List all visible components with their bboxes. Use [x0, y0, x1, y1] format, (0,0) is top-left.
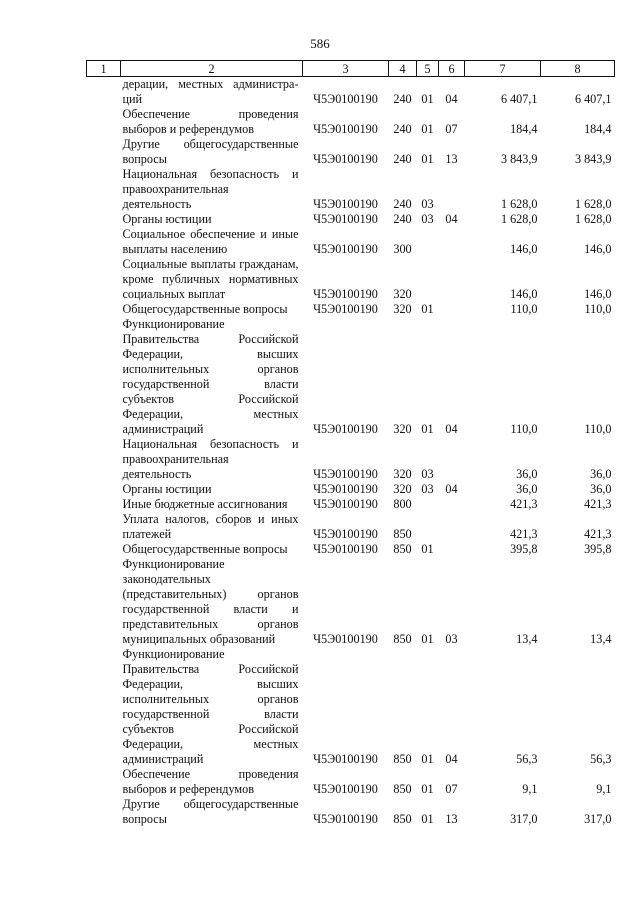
amount-year2-cell: 3 843,9 [574, 152, 612, 166]
subsection-cell [439, 497, 465, 512]
amount-year2-cell: 1 628,0 [574, 197, 612, 211]
row-number-cell [87, 107, 121, 137]
table-row [87, 167, 615, 212]
amount-year1-cell: 13,4 [516, 632, 538, 646]
expense-type-cell: 240 [393, 122, 412, 136]
amount-year2-cell: 110,0 [584, 422, 612, 436]
subsection-cell: 07 [445, 122, 458, 136]
amount-year2-cell: 36,0 [590, 467, 612, 481]
expense-name-cell: дерации, местных администра-ций [122, 77, 299, 106]
subsection-cell: 04 [445, 212, 458, 226]
column-header: 7 [465, 61, 541, 77]
expense-type-cell: 300 [393, 242, 412, 256]
expense-name-cell: Социальное обеспечение и иные выплаты населению [122, 227, 299, 256]
subsection-cell: 13 [445, 152, 458, 166]
expense-name-cell: Другие общегосударственные вопросы [122, 137, 299, 166]
amount-year1-cell: 110,0 [510, 302, 538, 316]
section-cell: 03 [421, 212, 434, 226]
table-row [87, 227, 615, 257]
expense-name-cell: Иные бюджетные ассигнования [122, 497, 288, 511]
amount-year2-cell: 6 407,1 [574, 92, 612, 106]
row-number-cell [87, 797, 121, 827]
amount-year2-cell: 13,4 [590, 632, 612, 646]
expense-name-cell: Другие общегосударственные вопросы [122, 797, 299, 826]
row-number-cell [87, 302, 121, 317]
section-cell: 01 [421, 422, 434, 436]
expense-type-cell: 850 [393, 632, 412, 646]
section-cell [417, 257, 439, 302]
amount-year1-cell: 9,1 [522, 782, 538, 796]
target-article-cell: Ч5Э0100190 [313, 92, 378, 106]
column-header: 3 [303, 61, 389, 77]
section-cell: 03 [421, 197, 434, 211]
section-cell [417, 512, 439, 542]
row-number-cell [87, 512, 121, 542]
table-row [87, 497, 615, 512]
row-number-cell [87, 257, 121, 302]
amount-year1-cell: 421,3 [510, 527, 538, 541]
section-cell: 01 [421, 152, 434, 166]
amount-year1-cell: 184,4 [510, 122, 538, 136]
amount-year1-cell: 421,3 [510, 497, 538, 511]
target-article-cell: Ч5Э0100190 [313, 467, 378, 481]
section-cell: 01 [421, 632, 434, 646]
subsection-cell [439, 167, 465, 212]
target-article-cell: Ч5Э0100190 [313, 242, 378, 256]
subsection-cell: 04 [445, 752, 458, 766]
amount-year1-cell: 56,3 [516, 752, 538, 766]
column-header: 4 [389, 61, 417, 77]
table-row [87, 137, 615, 167]
subsection-cell [439, 227, 465, 257]
amount-year2-cell: 421,3 [584, 527, 612, 541]
section-cell: 03 [421, 482, 434, 496]
amount-year1-cell: 146,0 [510, 242, 538, 256]
subsection-cell [439, 257, 465, 302]
subsection-cell [439, 302, 465, 317]
expense-name-cell: Национальная безопасность и правоохранительная деятельность [122, 167, 299, 211]
amount-year1-cell: 3 843,9 [500, 152, 538, 166]
table-row [87, 482, 615, 497]
table-row [87, 557, 615, 647]
page-number: 586 [310, 36, 330, 51]
subsection-cell: 07 [445, 782, 458, 796]
expense-name-cell: Органы юстиции [122, 482, 212, 496]
row-number-cell [87, 137, 121, 167]
expense-name-cell: Обеспечение проведения выборов и референдумов [122, 767, 299, 796]
expense-type-cell: 850 [393, 782, 412, 796]
expense-type-cell: 850 [393, 812, 412, 826]
target-article-cell: Ч5Э0100190 [313, 782, 378, 796]
row-number-cell [87, 497, 121, 512]
table-row [87, 302, 615, 317]
target-article-cell: Ч5Э0100190 [313, 197, 378, 211]
expense-type-cell: 240 [393, 197, 412, 211]
expense-name-cell: Общегосударственные вопросы [122, 302, 288, 316]
budget-table [86, 60, 615, 827]
target-article-cell: Ч5Э0100190 [313, 302, 378, 316]
expense-type-cell: 850 [393, 527, 412, 541]
expense-name-cell: Функционирование законодательных (представительных) органов государственной власти и представительных органов муниципальных образований [122, 557, 299, 646]
section-cell: 01 [421, 752, 434, 766]
expense-name-cell: Общегосударственные вопросы [122, 542, 288, 556]
section-cell: 01 [421, 812, 434, 826]
expense-type-cell: 800 [393, 497, 412, 511]
section-cell [417, 497, 439, 512]
target-article-cell: Ч5Э0100190 [313, 542, 378, 556]
amount-year2-cell: 1 628,0 [574, 212, 612, 226]
row-number-cell [87, 437, 121, 482]
target-article-cell: Ч5Э0100190 [313, 752, 378, 766]
amount-year1-cell: 395,8 [510, 542, 538, 556]
amount-year1-cell: 1 628,0 [500, 212, 538, 226]
expense-name-cell: Национальная безопасность и правоохранительная деятельность [122, 437, 299, 481]
target-article-cell: Ч5Э0100190 [313, 497, 378, 511]
section-cell: 03 [421, 467, 434, 481]
expense-name-cell: Функционирование Правительства Российской Федерации, высших исполнительных органов государственной власти субъектов Российской Федерации, местных администраций [122, 647, 299, 766]
row-number-cell [87, 227, 121, 257]
expense-type-cell: 850 [393, 542, 412, 556]
expense-type-cell: 240 [393, 92, 412, 106]
table-row [87, 797, 615, 827]
row-number-cell [87, 77, 121, 108]
column-header: 8 [541, 61, 615, 77]
target-article-cell: Ч5Э0100190 [313, 482, 378, 496]
table-row [87, 77, 615, 108]
subsection-cell: 04 [445, 422, 458, 436]
target-article-cell: Ч5Э0100190 [313, 632, 378, 646]
row-number-cell [87, 482, 121, 497]
amount-year2-cell: 9,1 [596, 782, 612, 796]
expense-name-cell: Социальные выплаты гражданам, кроме публичных нормативных социальных выплат [122, 257, 299, 301]
row-number-cell [87, 212, 121, 227]
row-number-cell [87, 767, 121, 797]
amount-year2-cell: 395,8 [584, 542, 612, 556]
amount-year1-cell: 110,0 [510, 422, 538, 436]
expense-type-cell: 320 [393, 302, 412, 316]
expense-type-cell: 320 [393, 287, 412, 301]
subsection-cell: 03 [445, 632, 458, 646]
expense-name-cell: Уплата налогов, сборов и иных платежей [122, 512, 299, 541]
table-row [87, 542, 615, 557]
expense-name-cell: Органы юстиции [122, 212, 212, 226]
amount-year1-cell: 36,0 [516, 467, 538, 481]
amount-year1-cell: 1 628,0 [500, 197, 538, 211]
amount-year2-cell: 56,3 [590, 752, 612, 766]
amount-year2-cell: 317,0 [584, 812, 612, 826]
table-header-row [87, 61, 615, 77]
subsection-cell [439, 437, 465, 482]
table-row [87, 107, 615, 137]
row-number-cell [87, 317, 121, 437]
table-row [87, 647, 615, 767]
target-article-cell: Ч5Э0100190 [313, 212, 378, 226]
subsection-cell [439, 542, 465, 557]
expense-type-cell: 240 [393, 212, 412, 226]
section-cell: 01 [421, 92, 434, 106]
amount-year2-cell: 421,3 [584, 497, 612, 511]
row-number-cell [87, 557, 121, 647]
section-cell: 01 [421, 782, 434, 796]
expense-type-cell: 320 [393, 422, 412, 436]
target-article-cell: Ч5Э0100190 [313, 287, 378, 301]
section-cell: 01 [421, 542, 434, 556]
subsection-cell: 04 [445, 482, 458, 496]
target-article-cell: Ч5Э0100190 [313, 122, 378, 136]
column-header: 6 [439, 61, 465, 77]
column-header: 1 [87, 61, 121, 77]
subsection-cell: 04 [445, 92, 458, 106]
table-row [87, 512, 615, 542]
amount-year2-cell: 146,0 [584, 287, 612, 301]
amount-year1-cell: 36,0 [516, 482, 538, 496]
row-number-cell [87, 542, 121, 557]
expense-type-cell: 240 [393, 152, 412, 166]
row-number-cell [87, 647, 121, 767]
amount-year2-cell: 184,4 [584, 122, 612, 136]
column-header: 5 [417, 61, 439, 77]
table-body [87, 77, 615, 828]
expense-type-cell: 850 [393, 752, 412, 766]
amount-year1-cell: 317,0 [510, 812, 538, 826]
amount-year2-cell: 146,0 [584, 242, 612, 256]
table-row [87, 212, 615, 227]
table-row [87, 767, 615, 797]
target-article-cell: Ч5Э0100190 [313, 152, 378, 166]
amount-year2-cell: 36,0 [590, 482, 612, 496]
subsection-cell: 13 [445, 812, 458, 826]
target-article-cell: Ч5Э0100190 [313, 527, 378, 541]
table-row [87, 257, 615, 302]
amount-year2-cell: 110,0 [584, 302, 612, 316]
expense-type-cell: 320 [393, 482, 412, 496]
section-cell: 01 [421, 302, 434, 316]
table-row [87, 437, 615, 482]
subsection-cell [439, 512, 465, 542]
expense-type-cell: 320 [393, 467, 412, 481]
expense-name-cell: Обеспечение проведения выборов и референдумов [122, 107, 299, 136]
section-cell [417, 227, 439, 257]
section-cell: 01 [421, 122, 434, 136]
amount-year1-cell: 6 407,1 [500, 92, 538, 106]
row-number-cell [87, 167, 121, 212]
amount-year1-cell: 146,0 [510, 287, 538, 301]
target-article-cell: Ч5Э0100190 [313, 422, 378, 436]
target-article-cell: Ч5Э0100190 [313, 812, 378, 826]
column-header: 2 [121, 61, 303, 77]
table-row [87, 317, 615, 437]
expense-name-cell: Функционирование Правительства Российской Федерации, высших исполнительных органов государственной власти субъектов Российской Федерации, местных администраций [122, 317, 299, 436]
